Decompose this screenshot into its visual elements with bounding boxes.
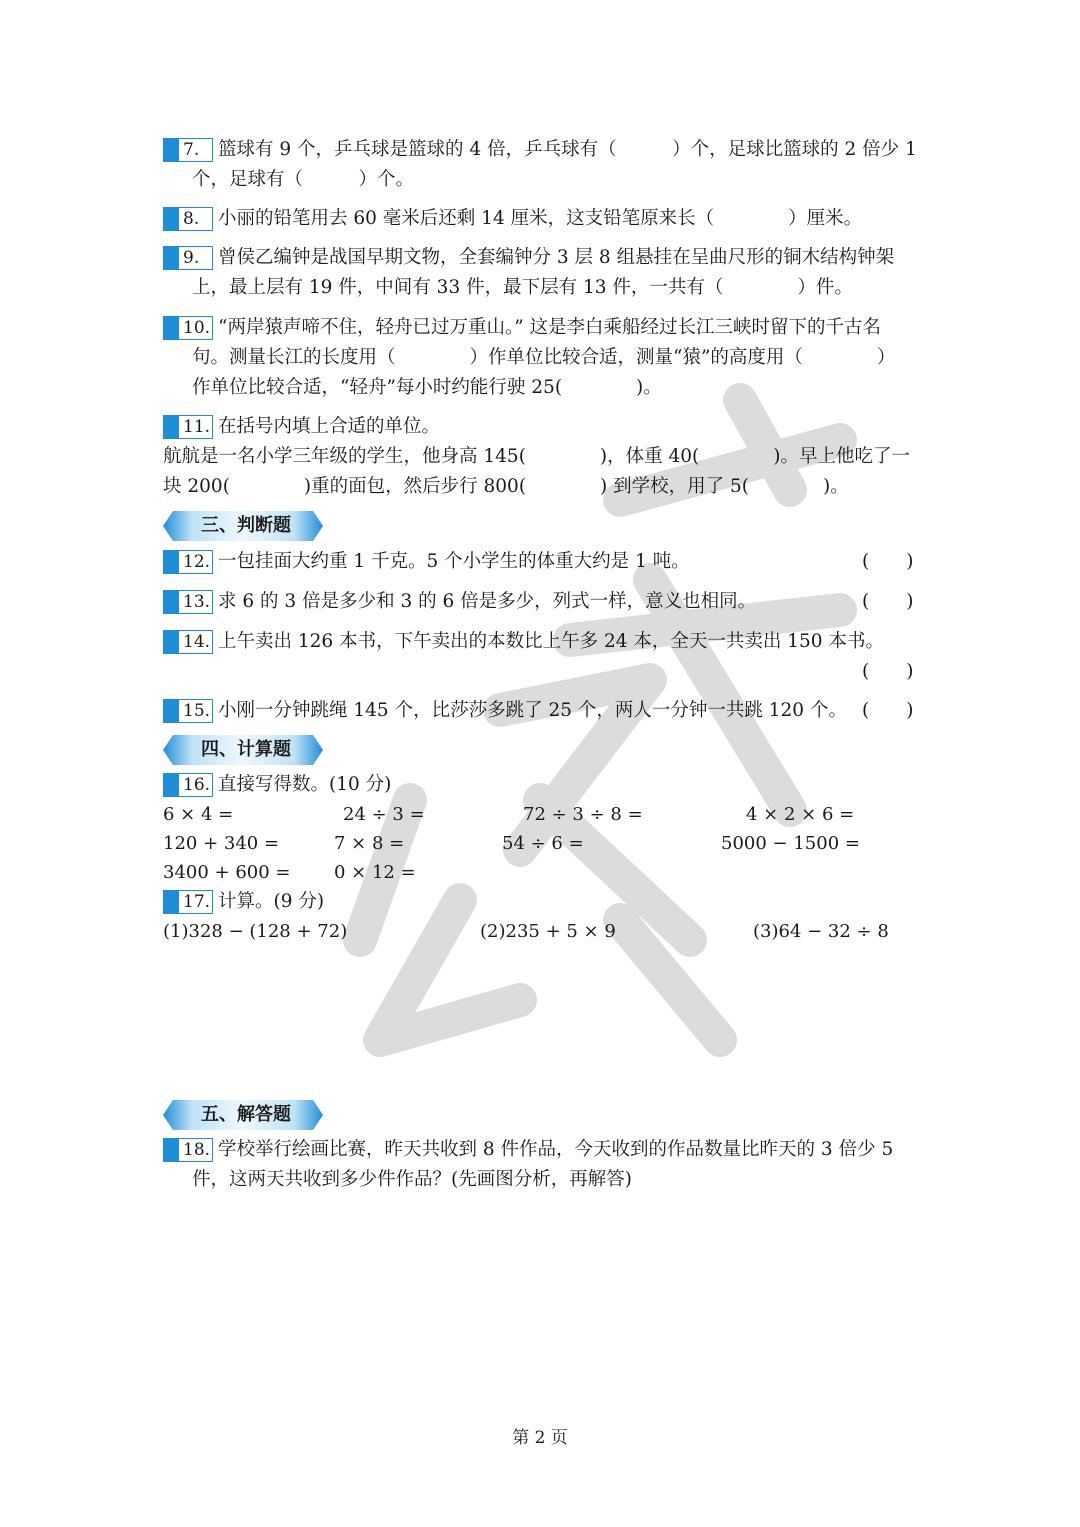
question-12-text: 一包挂面大约重 1 千克。5 个小学生的体重大约是 1 吨。 bbox=[218, 551, 690, 572]
question-number-14: 14. bbox=[163, 630, 213, 654]
question-13-text: 求 6 的 3 倍是多少和 3 的 6 倍是多少，列式一样，意义也相同。 bbox=[218, 591, 757, 612]
calc-item: 7 × 8 = bbox=[334, 833, 405, 854]
question-9-text-cont: 上，最上层有 19 件，中间有 33 件，最下层有 13 件，一共有（ ）件。 bbox=[192, 277, 853, 298]
question-14-text: 上午卖出 126 本书，下午卖出的本数比上午多 24 本，全天一共卖出 150 本书。 bbox=[218, 631, 884, 652]
calc-item: 72 ÷ 3 ÷ 8 = bbox=[523, 804, 643, 825]
calc-item: (1)328 − (128 + 72) bbox=[163, 921, 348, 942]
section-header-judgement bbox=[163, 511, 323, 541]
question-number-12: 12. bbox=[163, 550, 213, 574]
answer-parentheses-12: ( ) bbox=[862, 551, 914, 572]
answer-parentheses-14: ( ) bbox=[862, 661, 914, 682]
question-number-15: 15. bbox=[163, 699, 213, 723]
section-title: 五、解答题 bbox=[201, 1104, 291, 1125]
page-number: 第 2 页 bbox=[512, 1428, 568, 1448]
question-number-13: 13. bbox=[163, 590, 213, 614]
question-number-17: 17. bbox=[163, 890, 213, 914]
calc-item: 5000 − 1500 = bbox=[721, 833, 860, 854]
question-10-text: “两岸猿声啼不住，轻舟已过万重山。” 这是李白乘船经过长江三峡时留下的千古名 bbox=[218, 317, 882, 338]
question-15-text: 小刚一分钟跳绳 145 个，比莎莎多跳了 25 个，两人一分钟一共跳 120 个。 bbox=[218, 700, 847, 721]
calc-item: 3400 + 600 = bbox=[163, 862, 291, 883]
calc-item: 120 + 340 = bbox=[163, 833, 280, 854]
question-18-text-cont: 件，这两天共收到多少件作品？(先画图分析，再解答) bbox=[192, 1169, 632, 1190]
question-17-text: 计算。(9 分) bbox=[218, 891, 325, 912]
calc-item: (2)235 + 5 × 9 bbox=[480, 921, 616, 942]
question-11-text: 在括号内填上合适的单位。 bbox=[218, 416, 441, 437]
question-number-8: 8. bbox=[163, 207, 213, 231]
section-header-word-problems bbox=[163, 1100, 323, 1130]
question-10-text-cont2: 作单位比较合适，“轻舟”每小时约能行驶 25( )。 bbox=[192, 377, 662, 398]
question-11-text-cont2: 块 200( )重的面包，然后步行 800( ) 到学校，用了 5( )。 bbox=[163, 476, 849, 497]
question-10-text-cont: 句。测量长江的长度用（ ）作单位比较合适，测量“猿”的高度用（ ） bbox=[192, 347, 896, 368]
question-18-text: 学校举行绘画比赛，昨天共收到 8 件作品，今天收到的作品数量比昨天的 3 倍少 5 bbox=[218, 1139, 894, 1160]
question-7-text-cont: 个，足球有（ ）个。 bbox=[192, 169, 415, 190]
calc-item: 6 × 4 = bbox=[163, 804, 234, 825]
question-16-text: 直接写得数。(10 分) bbox=[218, 774, 392, 795]
calc-item: 24 ÷ 3 = bbox=[343, 804, 425, 825]
calc-item: (3)64 − 32 ÷ 8 bbox=[753, 921, 889, 942]
section-title: 四、计算题 bbox=[201, 739, 291, 760]
section-header-calculation bbox=[163, 735, 323, 765]
question-number-10: 10. bbox=[163, 316, 213, 340]
section-title: 三、判断题 bbox=[201, 515, 291, 536]
question-number-18: 18. bbox=[163, 1138, 213, 1162]
question-8-text: 小丽的铅笔用去 60 毫米后还剩 14 厘米，这支铅笔原来长（ ）厘米。 bbox=[218, 208, 863, 229]
question-7-text: 篮球有 9 个，乒乓球是篮球的 4 倍，乒乓球有（ ）个，足球比篮球的 2 倍少 1 bbox=[218, 139, 917, 160]
calc-item: 54 ÷ 6 = bbox=[502, 833, 584, 854]
answer-parentheses-13: ( ) bbox=[862, 591, 914, 612]
question-number-7: 7. bbox=[163, 138, 213, 162]
question-number-11: 11. bbox=[163, 415, 213, 439]
question-9-text: 曾侯乙编钟是战国早期文物，全套编钟分 3 层 8 组悬挂在呈曲尺形的铜木结构钟架 bbox=[218, 247, 895, 268]
question-11-text-cont: 航航是一名小学三年级的学生，他身高 145( )，体重 40( )。早上他吃了一 bbox=[163, 446, 910, 467]
calc-item: 0 × 12 = bbox=[334, 862, 416, 883]
question-number-16: 16. bbox=[163, 773, 213, 797]
answer-parentheses-15: ( ) bbox=[862, 700, 914, 721]
question-number-9: 9. bbox=[163, 246, 213, 270]
calc-item: 4 × 2 × 6 = bbox=[746, 804, 855, 825]
